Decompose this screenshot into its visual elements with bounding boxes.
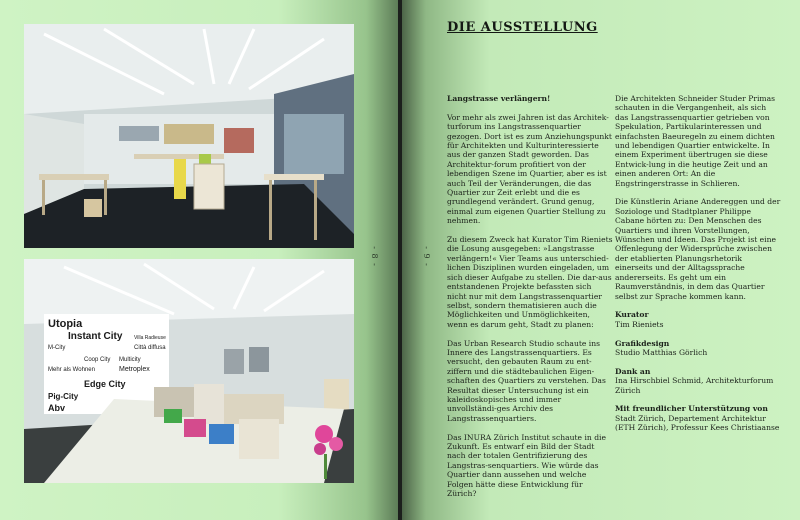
credit-curator (615, 310, 781, 329)
wall-word-4: M-City (48, 345, 66, 351)
wall-word-6: Multicity (119, 357, 141, 363)
wall-word-5: Coop City (84, 357, 111, 363)
credit-label: Dank an (615, 366, 651, 376)
wall-word-2: Villa Radieuse (134, 335, 166, 341)
credit-value: Studio Matthias Görlich (615, 347, 708, 357)
article-heading: Langstrasse verlängern! (447, 94, 551, 103)
paragraph: Das INURA Zürich Institut schaute in die Zukunft. Es entwarf ein Bild der Stadt nach der totalen Gentrifizierung des Langstras-senquartiers. Wie würde das Quartier dann aussehen und welche Folgen hätte diese Entwicklung für Zürich? (447, 432, 606, 498)
paragraph: Die Künstlerin Ariane Andereggen und der Soziologe und Stadtplaner Philippe Cabane hörten zu: Den Menschen des Quartiers und ihren Vorstellungen, Wünschen und Ideen. Das Projekt ist eine Offenlegung der Widersprüche zwischen der etablierten Planungsrhetorik einerseits und der Alltagssprache andererseits. Es geht um ein Raumverständnis, in dem das Quartier selbst zur Sprache kommen kann. (615, 197, 781, 301)
credit-value: Tim Rieniets (615, 319, 664, 329)
article-column-2 (615, 94, 781, 442)
credit-value: Stadt Zürich, Departement Architektur (ETH Zürich), Professur Kees Christiaanse (615, 413, 780, 433)
article-column-1 (447, 94, 613, 508)
paragraph: Das Urban Research Studio schaute ins Innere des Langstrassenquartiers. Es versucht, den gebauten Raum zu ent-ziffern und die städtebaulichen Eigen-schaften des Quartiers zu verstehen. Das Resultat dieser Untersuchung ist ein kaleidoskopisches und immer unvollständi-ges Archiv des Langstrassenquartiers. (447, 338, 606, 423)
left-page-number: - 8 - (369, 246, 379, 267)
credit-support (615, 404, 781, 432)
paragraph: Zu diesem Zweck hat Kurator Tim Rieniets die Losung ausgegeben: »Langstrasse verlängern!« Vier Teams aus unterschied-lichen Disziplinen wurden eingeladen, um sich dieser Aufgabe zu stellen. Die dar-aus entstandenen Projekte befassten sich nicht nur mit dem Langstrassenquartier selbst, sondern thematisieren auch die Möglichkeiten und Unmöglichkeiten, wenn es darum geht, Stadt zu planen: (447, 235, 613, 329)
credit-thanks (615, 367, 781, 395)
wall-word-1: Instant City (68, 331, 123, 342)
credit-design (615, 339, 781, 358)
wall-word-10: Pig-City (48, 392, 79, 401)
photo-exhibition-bottom (24, 259, 354, 483)
wall-word-8: Mehr als Wohnen (48, 367, 95, 373)
wall-word-0: Utopia (48, 318, 83, 330)
article-title: DIE AUSSTELLUNG (447, 20, 598, 35)
credit-label: Kurator (615, 310, 649, 320)
paragraph: Die Architekten Schneider Studer Primas schauten in die Vergangenheit, als sich das Langstrassenquartier getrieben von Spekulation, Partikularinteressen und einfachsten Baeuregeln zu einem dichten und lebendigen Quartier entwickelte. In einem Experiment übertrugen sie diese Entwick-lung in die heutige Zeit und an einen anderen Ort: An die Engstringerstrasse in Schlieren. (615, 94, 776, 188)
credit-label: Mit freundlicher Unterstützung von (615, 404, 768, 414)
wall-word-7: Metroplex (119, 366, 150, 373)
wall-word-9: Edge City (84, 379, 126, 389)
wall-word-11: Abv (48, 403, 66, 413)
wall-word-3: Città diffusa (134, 345, 166, 351)
credit-value: Ina Hirschbiel Schmid, Architekturforum Zürich (615, 376, 774, 395)
photo-exhibition-top (24, 24, 354, 248)
paragraph: Vor mehr als zwei Jahren ist das Architek-turforum ins Langstrassenquartier gezogen. Dort ist es zum Anziehungspunkt für Architekten und Kulturinteressierte aus der ganzen Stadt geworden. Das Architektur-forum profitiert von der lebendigen Szene im Quartier, aber es ist auch Teil der Veränderungen, die das Quartier zur Zeit erlebt und die es grundlegend verändert. Grund genug, einmal zum eigenen Quartier Stellung zu nehmen. (447, 112, 612, 226)
left-page (0, 0, 398, 520)
credit-label: Grafikdesign (615, 338, 670, 348)
right-page-number: - 9 - (421, 246, 431, 267)
